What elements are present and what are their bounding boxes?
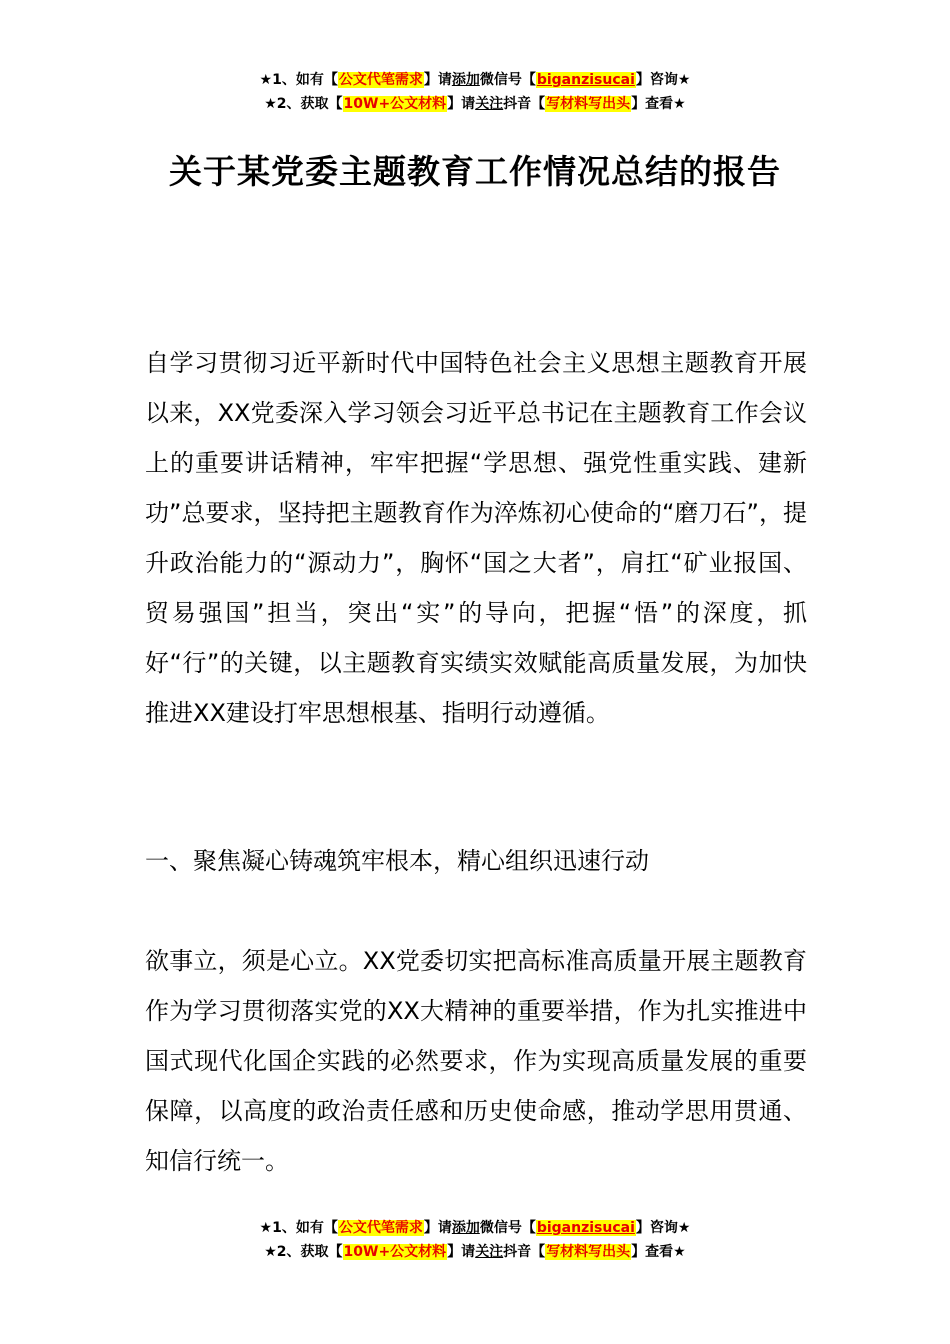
promo-line-1-highlight-service: 公文代笔需求 <box>338 1220 423 1236</box>
paragraph-intro: 自学习贯彻习近平新时代中国特色社会主义思想主题教育开展以来，XX党委深入学习领会习近平总书记在主题教育工作会议上的重要讲话精神，牢牢把握“学思想、强党性重实践、建新功”总要求，坚持把主题教育作为淬炼初心使命的“磨刀石”，提升政治能力的“源动力”，胸怀“国之大者”，肩扛“矿业报国、贸易强国”担当，突出“实”的导向，把握“悟”的深度，抓好“行”的关键，以主题教育实绩实效赋能高质量发展，为加快推进XX建设打牢思想根基、指明行动遵循。 <box>145 349 807 727</box>
promo-line-2-prefix: ★2、获取【 <box>264 96 343 112</box>
promo-line-1 <box>0 1216 950 1240</box>
promo-line-1-middle: 】请 <box>423 72 452 88</box>
promo-banner-bottom <box>0 1216 950 1264</box>
promo-line-2-emph: 关注 <box>475 96 504 112</box>
promo-line-2-middle-b: 抖音【 <box>503 1244 546 1260</box>
promo-banner-top <box>0 68 950 116</box>
promo-line-1-suffix: 】咨询★ <box>635 72 691 88</box>
promo-line-1-middle-b: 微信号【 <box>479 72 536 88</box>
promo-line-1-highlight-wechat: biganzisucai <box>536 72 635 88</box>
paragraph-section-1: 欲事立，须是心立。XX党委切实把高标准高质量开展主题教育作为学习贯彻落实党的XX大精神的重要举措，作为扎实推进中国式现代化国企实践的必然要求，作为实现高质量发展的重要保障，以高度的政治责任感和历史使命感，推动学思用贯通、知信行统一。 <box>145 947 807 1175</box>
promo-line-1 <box>0 68 950 92</box>
document-title: 关于某党委主题教育工作情况总结的报告 <box>169 152 781 191</box>
promo-line-1-emph: 添加 <box>451 72 480 88</box>
promo-line-1-highlight-wechat: biganzisucai <box>536 1220 635 1236</box>
promo-line-2-suffix: 】查看★ <box>631 1244 686 1260</box>
promo-line-2-prefix: ★2、获取【 <box>264 1244 343 1260</box>
promo-line-2-suffix: 】查看★ <box>631 96 686 112</box>
promo-line-1-suffix: 】咨询★ <box>635 1220 691 1236</box>
promo-line-1-highlight-service: 公文代笔需求 <box>338 72 423 88</box>
promo-line-1-middle-b: 微信号【 <box>479 1220 536 1236</box>
promo-line-2-highlight-materials: 10W+公文材料 <box>343 1244 447 1260</box>
promo-line-2-middle: 】请 <box>447 96 476 112</box>
promo-line-2-middle: 】请 <box>447 1244 476 1260</box>
promo-line-2-emph: 关注 <box>475 1244 504 1260</box>
promo-line-1-middle: 】请 <box>423 1220 452 1236</box>
promo-line-1-prefix: ★1、如有【 <box>259 72 338 88</box>
promo-line-2 <box>0 1240 950 1264</box>
promo-line-2-highlight-douyin: 写材料写出头 <box>546 96 631 112</box>
promo-line-2-highlight-materials: 10W+公文材料 <box>343 96 447 112</box>
promo-line-1-prefix: ★1、如有【 <box>259 1220 338 1236</box>
promo-line-2-middle-b: 抖音【 <box>503 96 546 112</box>
section-heading-1: 一、聚焦凝心铸魂筑牢根本，精心组织迅速行动 <box>145 847 649 875</box>
promo-line-2 <box>0 92 950 116</box>
promo-line-1-emph: 添加 <box>451 1220 480 1236</box>
promo-line-2-highlight-douyin: 写材料写出头 <box>546 1244 631 1260</box>
